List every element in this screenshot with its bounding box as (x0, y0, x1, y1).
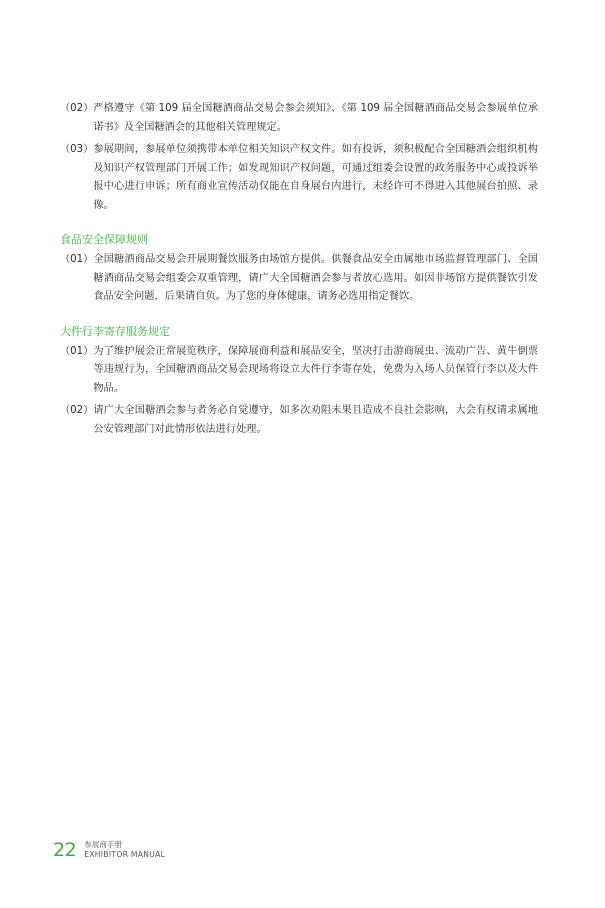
item-number: （02） (60, 405, 94, 416)
footer-label (84, 840, 165, 861)
item-text: 全国糖酒商品交易会开展期餐饮服务由场馆方提供。供餐食品安全由属地市场监督管理部门、全国糖酒商品交易会组委会双重管理，请广大全国糖酒会参与者放心选用。如因非场馆方提供餐饮引发食品安全问题，后果请自负。为了您的身体健康，请务必选用指定餐饮。 (93, 254, 538, 302)
page-content (60, 100, 538, 439)
item-text: 请广大全国糖酒会参与者务必自觉遵守，如多次劝阻未果且造成不良社会影响，大会有权请求属地公安管理部门对此情形依法进行处理。 (93, 405, 538, 435)
page-footer (53, 838, 165, 862)
item-number: （01） (60, 345, 94, 357)
list-item (60, 251, 538, 307)
list-item (60, 402, 538, 439)
footer-label-cn: 参展商手册 (84, 839, 123, 849)
list-item (60, 141, 538, 215)
item-text: 严格遵守《第 109 届全国糖酒商品交易会参会须知》、《第 109 届全国糖酒商品交易会参展单位承诺书》及全国糖酒会的其他相关管理规定。 (93, 103, 538, 133)
section-title-luggage: 大件行李寄存服务规定 (60, 324, 170, 338)
section-title-food-safety: 食品安全保障规则 (60, 233, 148, 246)
list-item (60, 343, 538, 399)
item-number: （01） (60, 254, 94, 265)
list-item (60, 100, 538, 137)
item-number: （02） (60, 103, 94, 114)
item-text: 参展期间，参展单位须携带本单位相关知识产权文件。如有投诉，须积极配合全国糖酒会组织机构及知识产权管理部门开展工作；如发现知识产权问题，可通过组委会设置的政务服务中心或投诉举报中心进行申诉；所有商业宣传活动仅能在自身展台内进行，未经许可不得进入其他展台拍照、录像。 (93, 144, 538, 211)
footer-label-en: EXHIBITOR MANUAL (84, 850, 166, 859)
page-number: 22 (53, 839, 77, 861)
item-text: 为了维护展会正常展览秩序，保障展商利益和展品安全，坚决打击游商展虫、流动广告、黄牛倒票等违规行为，全国糖酒商品交易会现场将设立大件行李寄存处，免费为入场人员保管行李以及大件物品。 (93, 345, 538, 394)
item-number: （03） (60, 144, 94, 155)
